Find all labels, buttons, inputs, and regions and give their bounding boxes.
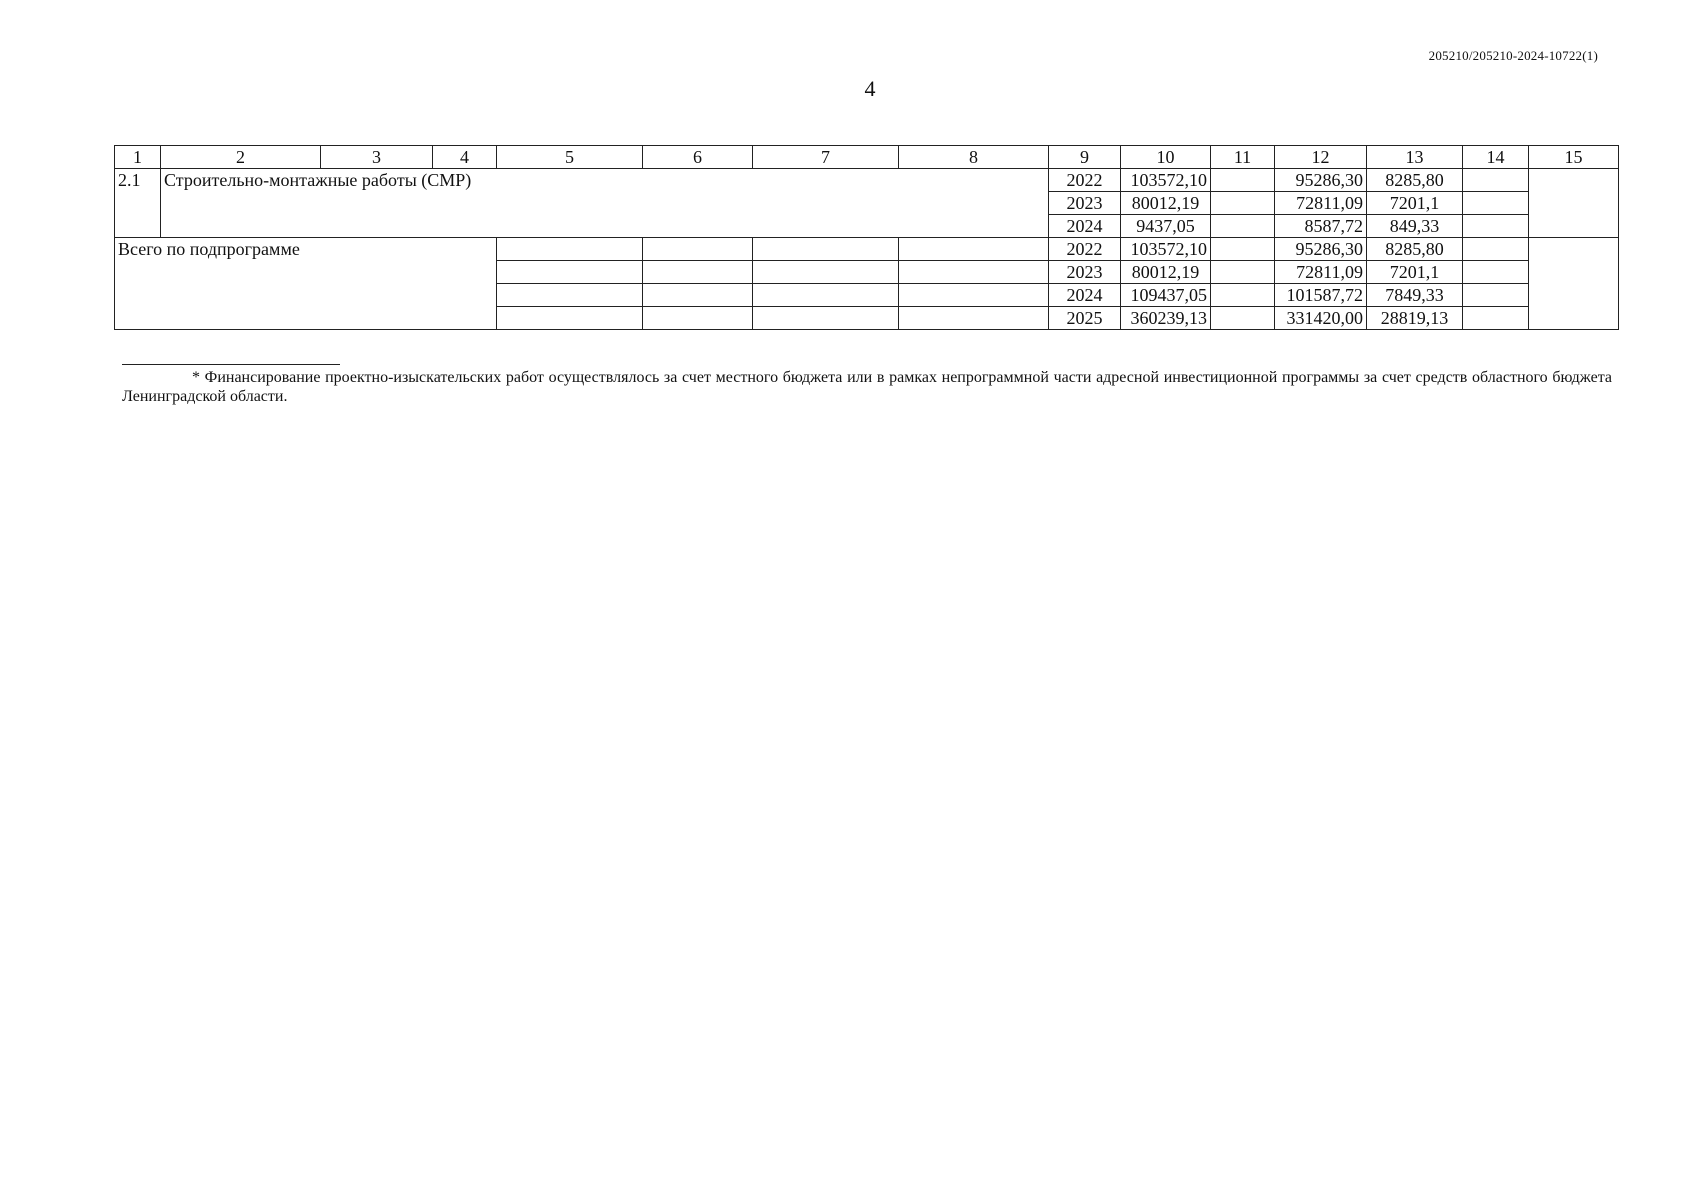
table-header-row: [115, 146, 1619, 169]
empty-cell: [497, 307, 643, 330]
value-cell: 331420,00: [1275, 307, 1367, 330]
empty-cell: [1529, 238, 1619, 330]
section-title: Строительно-монтажные работы (СМР): [161, 169, 1049, 238]
value-cell: [1211, 284, 1275, 307]
value-cell: 28819,13: [1367, 307, 1463, 330]
value-cell: [1463, 238, 1529, 261]
empty-cell: [497, 238, 643, 261]
header-cell: 13: [1367, 146, 1463, 169]
value-cell: 72811,09: [1275, 261, 1367, 284]
value-cell: 95286,30: [1275, 238, 1367, 261]
empty-cell: [899, 261, 1049, 284]
value-cell: 8285,80: [1367, 238, 1463, 261]
value-cell: [1463, 307, 1529, 330]
year-cell: 2023: [1049, 192, 1121, 215]
value-cell: 103572,10: [1121, 238, 1211, 261]
header-cell: 5: [497, 146, 643, 169]
value-cell: 9437,05: [1121, 215, 1211, 238]
value-cell: 72811,09: [1275, 192, 1367, 215]
header-cell: 10: [1121, 146, 1211, 169]
value-cell: 80012,19: [1121, 192, 1211, 215]
value-cell: 95286,30: [1275, 169, 1367, 192]
empty-cell: [643, 307, 753, 330]
value-cell: 8587,72: [1275, 215, 1367, 238]
value-cell: [1211, 238, 1275, 261]
header-cell: 15: [1529, 146, 1619, 169]
empty-cell: [899, 307, 1049, 330]
year-cell: 2024: [1049, 284, 1121, 307]
header-cell: 12: [1275, 146, 1367, 169]
year-cell: 2025: [1049, 307, 1121, 330]
header-cell: 1: [115, 146, 161, 169]
document-id: 205210/205210-2024-10722(1): [1428, 48, 1598, 63]
page-number: 4: [864, 76, 876, 101]
value-cell: [1463, 284, 1529, 307]
empty-cell: [753, 238, 899, 261]
value-cell: 103572,10: [1121, 169, 1211, 192]
empty-cell: [497, 284, 643, 307]
year-cell: 2022: [1049, 238, 1121, 261]
empty-cell: [753, 307, 899, 330]
value-cell: [1211, 192, 1275, 215]
value-cell: 101587,72: [1275, 284, 1367, 307]
value-cell: 80012,19: [1121, 261, 1211, 284]
table-row: [115, 238, 1619, 261]
empty-cell: [899, 238, 1049, 261]
value-cell: 7849,33: [1367, 284, 1463, 307]
value-cell: 109437,05: [1121, 284, 1211, 307]
value-cell: [1463, 261, 1529, 284]
value-cell: [1211, 261, 1275, 284]
value-cell: 8285,80: [1367, 169, 1463, 192]
empty-cell: [643, 284, 753, 307]
value-cell: [1463, 169, 1529, 192]
empty-cell: [753, 261, 899, 284]
footnote-separator: [122, 364, 340, 365]
header-cell: 4: [433, 146, 497, 169]
header-cell: 3: [321, 146, 433, 169]
header-cell: 2: [161, 146, 321, 169]
header-cell: 7: [753, 146, 899, 169]
table-row: [115, 169, 1619, 192]
year-cell: 2023: [1049, 261, 1121, 284]
header-cell: 6: [643, 146, 753, 169]
header-cell: 14: [1463, 146, 1529, 169]
empty-cell: [753, 284, 899, 307]
value-cell: [1211, 307, 1275, 330]
year-cell: 2024: [1049, 215, 1121, 238]
value-cell: [1211, 169, 1275, 192]
year-cell: 2022: [1049, 169, 1121, 192]
empty-cell: [643, 238, 753, 261]
footnote-text: * Финансирование проектно-изыскательских работ осуществлялось за счет местного бюджета или в рамках непрограммной части адресной инвестиционной программы за счет средств областного бюджета Ленинградской области.: [122, 369, 1612, 405]
value-cell: [1211, 215, 1275, 238]
value-cell: [1463, 192, 1529, 215]
value-cell: 7201,1: [1367, 261, 1463, 284]
empty-cell: [497, 261, 643, 284]
empty-cell: [899, 284, 1049, 307]
header-cell: 11: [1211, 146, 1275, 169]
value-cell: [1463, 215, 1529, 238]
total-title: Всего по подпрограмме: [115, 238, 497, 330]
value-cell: 360239,13: [1121, 307, 1211, 330]
value-cell: 849,33: [1367, 215, 1463, 238]
budget-table: [114, 145, 1619, 330]
header-cell: 9: [1049, 146, 1121, 169]
value-cell: 7201,1: [1367, 192, 1463, 215]
section-number: 2.1: [115, 169, 161, 238]
empty-cell: [1529, 169, 1619, 238]
empty-cell: [643, 261, 753, 284]
header-cell: 8: [899, 146, 1049, 169]
